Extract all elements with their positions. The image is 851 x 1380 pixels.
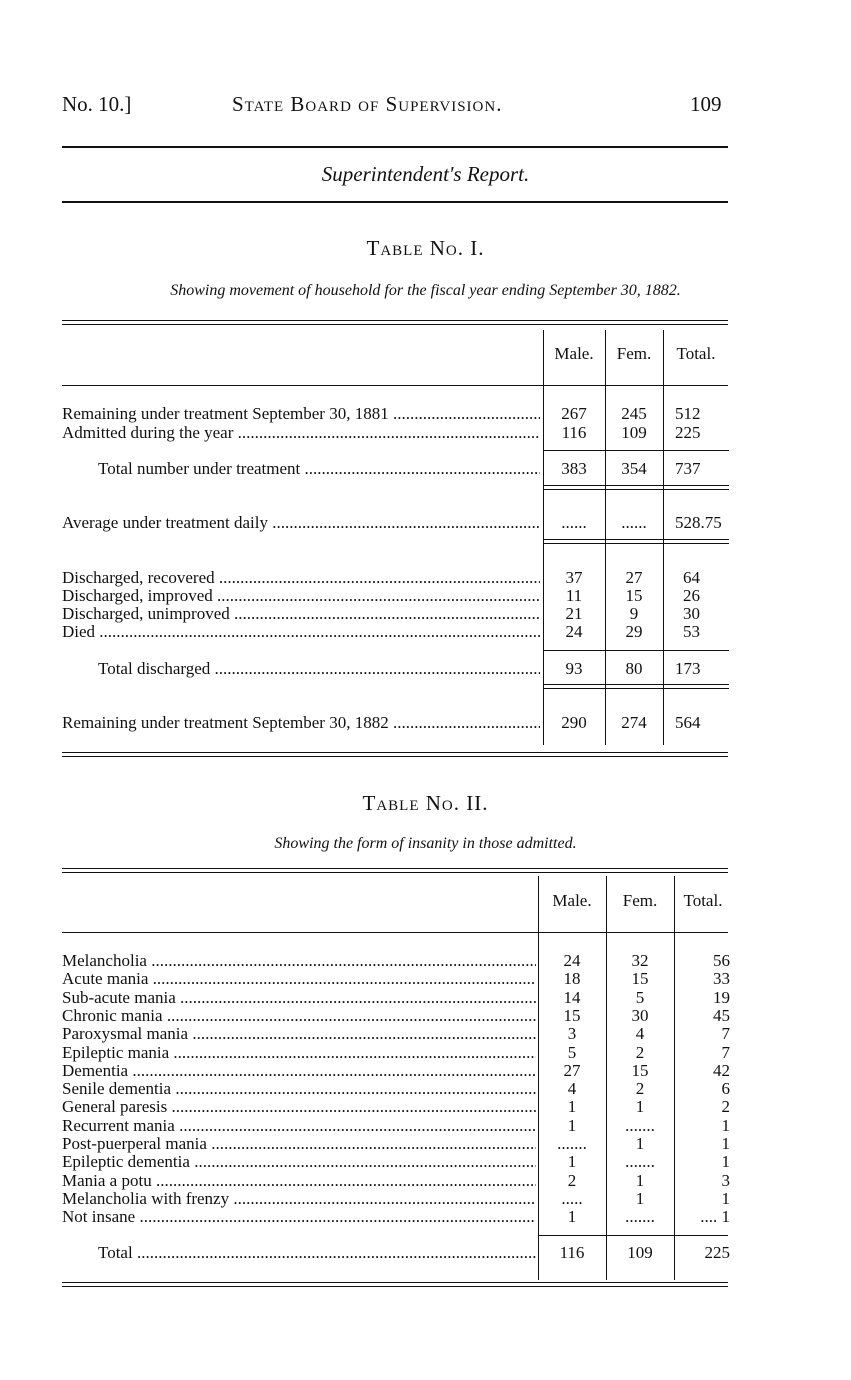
row-label: Epileptic mania .....	[62, 1044, 536, 1062]
cell-male: 267	[561, 404, 587, 423]
table-row	[62, 424, 728, 442]
table-row	[62, 1135, 728, 1153]
cell-male: 24	[563, 951, 581, 970]
table1-col-divider	[543, 330, 544, 745]
table-row	[62, 1062, 728, 1080]
table1-caption: Showing movement of household for the fiscal year ending September 30, 1882.	[170, 282, 681, 299]
table-row	[62, 1025, 728, 1043]
header-page-number: 109	[690, 92, 722, 116]
cell-total: 225	[675, 423, 701, 442]
table-row	[62, 605, 728, 623]
table1-col-divider	[663, 330, 664, 745]
cell-fem: 15	[625, 586, 643, 605]
cell-total: 53	[683, 622, 700, 641]
row-label: Melancholia .....	[62, 952, 536, 970]
table2-col-fem: Fem.	[622, 891, 658, 910]
cell-total: .... 1	[700, 1207, 730, 1226]
table2-header-rule	[62, 932, 728, 933]
row-label: Mania a potu .....	[62, 1172, 536, 1190]
table-row	[62, 1208, 728, 1226]
cell-male: 116	[559, 1243, 585, 1262]
cell-total: 26	[683, 586, 700, 605]
table-row	[62, 952, 728, 970]
row-label: Chronic mania .....	[62, 1007, 536, 1025]
cell-male: 1	[567, 1152, 577, 1171]
subtotal-rule	[538, 1235, 728, 1236]
table2-caption: Showing the form of insanity in those admitted.	[274, 835, 577, 852]
cell-total: 528.75	[675, 513, 722, 532]
cell-total: 56	[713, 951, 730, 970]
row-label: Senile dementia .....	[62, 1080, 536, 1098]
cell-fem: 15	[631, 969, 649, 988]
row-label: Discharged, recovered .....	[62, 569, 540, 587]
table-row	[62, 989, 728, 1007]
table2-top-rule	[62, 868, 728, 873]
table-row	[62, 970, 728, 988]
row-label: Recurrent mania .....	[62, 1117, 536, 1135]
row-label: Dementia .....	[62, 1062, 536, 1080]
cell-fem: 5	[635, 988, 645, 1007]
table1-col-fem: Fem.	[616, 344, 652, 363]
table-row	[62, 623, 728, 641]
cell-total: 19	[713, 988, 730, 1007]
row-label: Paroxysmal mania .....	[62, 1025, 536, 1043]
row-label: Not insane .....	[62, 1208, 536, 1226]
table-row	[62, 714, 728, 732]
cell-male: 2	[567, 1171, 577, 1190]
cell-fem: 15	[631, 1061, 649, 1080]
cell-fem: 32	[631, 951, 649, 970]
table1-header-rule	[62, 385, 728, 386]
cell-fem: 1	[635, 1189, 645, 1208]
table-row	[62, 405, 728, 423]
cell-total: 30	[683, 604, 700, 623]
row-label: Total .....	[98, 1244, 536, 1262]
table-row	[62, 460, 728, 478]
row-label: General paresis .....	[62, 1098, 536, 1116]
table-row	[62, 514, 728, 532]
cell-total: 3	[721, 1171, 730, 1190]
cell-male: 290	[561, 713, 587, 732]
cell-male: 24	[565, 622, 583, 641]
cell-fem: .......	[625, 1116, 655, 1135]
cell-total: 225	[704, 1243, 730, 1262]
cell-male: 383	[561, 459, 587, 478]
double-rule	[543, 684, 729, 689]
cell-fem: 2	[635, 1079, 645, 1098]
cell-total: 1	[721, 1189, 730, 1208]
cell-total: 64	[683, 568, 700, 587]
table-row	[62, 1007, 728, 1025]
cell-fem: 245	[621, 404, 647, 423]
cell-fem: 1	[635, 1097, 645, 1116]
row-label: Average under treatment daily .....	[62, 514, 540, 532]
header-center: State Board of Supervision.	[232, 92, 503, 116]
row-label: Remaining under treatment September 30, 1882 .....	[62, 714, 540, 732]
subtotal-rule	[543, 450, 729, 451]
row-label: Discharged, unimproved .....	[62, 605, 540, 623]
table-row	[62, 1117, 728, 1135]
cell-male: 1	[567, 1207, 577, 1226]
table-row	[62, 1098, 728, 1116]
cell-fem: .......	[625, 1207, 655, 1226]
row-label: Total discharged .....	[98, 660, 540, 678]
table-row	[62, 660, 728, 678]
cell-male: 5	[567, 1043, 577, 1062]
subtitle-rule	[62, 201, 728, 203]
cell-male: 1	[567, 1116, 577, 1135]
cell-fem: 2	[635, 1043, 645, 1062]
table-row	[62, 1244, 728, 1262]
row-label: Died .....	[62, 623, 540, 641]
cell-fem: 109	[621, 423, 647, 442]
cell-fem: .......	[625, 1152, 655, 1171]
cell-fem: 27	[625, 568, 643, 587]
cell-fem: 30	[631, 1006, 649, 1025]
cell-male: 116	[561, 423, 587, 442]
row-label: Melancholia with frenzy .....	[62, 1190, 536, 1208]
cell-total: 42	[713, 1061, 730, 1080]
cell-male: 1	[567, 1097, 577, 1116]
cell-fem: 1	[635, 1134, 645, 1153]
cell-total: 2	[721, 1097, 730, 1116]
cell-male: .......	[557, 1134, 587, 1153]
row-label: Acute mania .....	[62, 970, 536, 988]
cell-male: 18	[563, 969, 581, 988]
cell-total: 512	[675, 404, 701, 423]
table2-title: Table No. II.	[362, 791, 489, 815]
row-label: Admitted during the year .....	[62, 424, 540, 442]
table1-top-rule	[62, 320, 728, 325]
table2-col-total: Total.	[683, 891, 723, 910]
cell-fem: 1	[635, 1171, 645, 1190]
cell-male: 4	[567, 1079, 577, 1098]
cell-fem: 80	[625, 659, 643, 678]
table-row	[62, 1080, 728, 1098]
table1-title: Table No. I.	[366, 236, 485, 260]
table1-bottom-rule	[62, 752, 728, 757]
cell-male: 27	[563, 1061, 581, 1080]
cell-fem: 354	[621, 459, 647, 478]
cell-total: 564	[675, 713, 701, 732]
cell-fem: ......	[621, 513, 647, 532]
row-label: Epileptic dementia .....	[62, 1153, 536, 1171]
cell-male: ......	[561, 513, 587, 532]
table2-col-male: Male.	[552, 891, 592, 910]
table2-bottom-rule	[62, 1282, 728, 1287]
double-rule	[543, 539, 729, 544]
cell-total: 1	[721, 1134, 730, 1153]
table-row	[62, 587, 728, 605]
table1-col-divider	[605, 330, 606, 745]
cell-male: 37	[565, 568, 583, 587]
row-label: Total number under treatment .....	[98, 460, 540, 478]
cell-total: 45	[713, 1006, 730, 1025]
header-rule	[62, 146, 728, 148]
cell-fem: 9	[629, 604, 639, 623]
cell-male: 11	[565, 586, 583, 605]
table-row	[62, 569, 728, 587]
cell-male: 14	[563, 988, 581, 1007]
cell-male: 3	[567, 1024, 577, 1043]
cell-fem: 274	[621, 713, 647, 732]
cell-total: 737	[675, 459, 701, 478]
cell-fem: 109	[627, 1243, 653, 1262]
cell-male: 15	[563, 1006, 581, 1025]
table-row	[62, 1044, 728, 1062]
row-label: Remaining under treatment September 30, 1881 .....	[62, 405, 540, 423]
table-row	[62, 1153, 728, 1171]
table-row	[62, 1172, 728, 1190]
cell-male: .....	[561, 1189, 583, 1208]
cell-total: 1	[721, 1152, 730, 1171]
cell-total: 173	[675, 659, 701, 678]
double-rule	[543, 485, 729, 490]
cell-male: 21	[565, 604, 583, 623]
row-label: Post-puerperal mania .....	[62, 1135, 536, 1153]
cell-total: 7	[721, 1024, 730, 1043]
report-subtitle: Superintendent's Report.	[321, 162, 530, 186]
row-label: Sub-acute mania .....	[62, 989, 536, 1007]
cell-total: 7	[721, 1043, 730, 1062]
cell-fem: 4	[635, 1024, 645, 1043]
subtotal-rule	[543, 650, 729, 651]
header-left: No. 10.]	[62, 92, 132, 116]
row-label: Discharged, improved .....	[62, 587, 540, 605]
table1-col-male: Male.	[554, 344, 594, 363]
cell-fem: 29	[625, 622, 643, 641]
cell-male: 93	[565, 659, 583, 678]
cell-total: 33	[713, 969, 730, 988]
table-row	[62, 1190, 728, 1208]
cell-total: 6	[721, 1079, 730, 1098]
table1-col-total: Total.	[676, 344, 716, 363]
cell-total: 1	[721, 1116, 730, 1135]
